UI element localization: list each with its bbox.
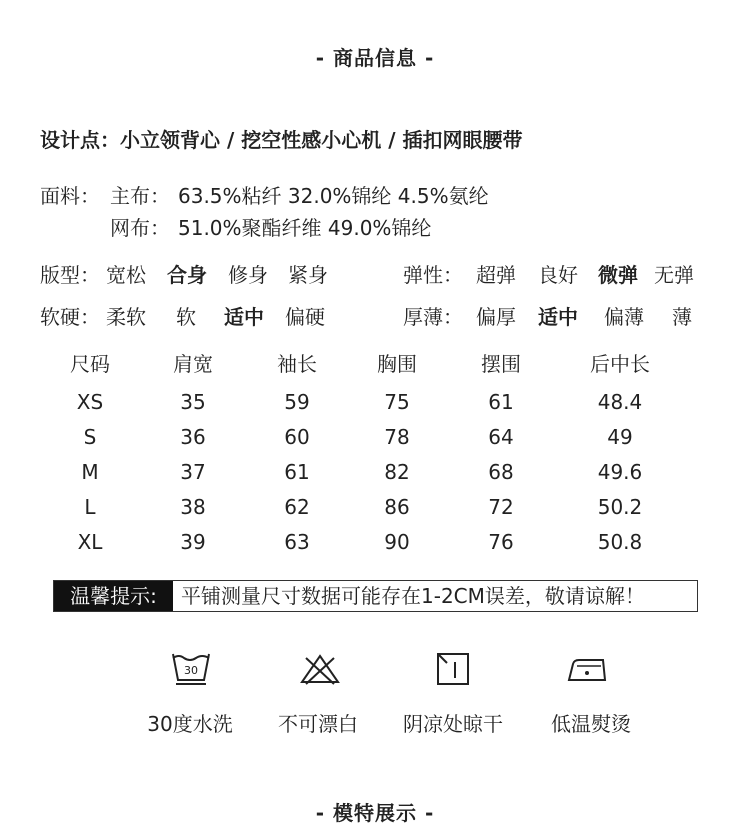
wash-30-icon: [169, 648, 213, 688]
table-row: [40, 390, 720, 425]
care-label-wash: 30度水洗: [147, 712, 233, 736]
size-table-header-cell: 胸围: [377, 352, 417, 376]
elasticity-option-selected: 微弹: [598, 263, 638, 287]
table-row: [40, 495, 720, 530]
table-cell: 49: [607, 425, 633, 449]
table-cell: 59: [284, 390, 310, 414]
table-cell: 39: [180, 530, 206, 554]
table-cell: 49.6: [597, 460, 643, 484]
shade-dry-icon: [431, 648, 475, 688]
softness-option: 柔软: [106, 305, 146, 329]
table-row: [40, 530, 720, 565]
table-cell: 68: [488, 460, 514, 484]
elasticity-option: 良好: [538, 263, 578, 287]
thickness-label: 厚薄：: [403, 305, 463, 329]
fit-option: 宽松: [106, 263, 146, 287]
care-label-no-bleach: 不可漂白: [278, 712, 358, 736]
low-iron-icon: [565, 650, 609, 690]
care-label-shade-dry: 阴凉处晾干: [403, 712, 503, 736]
softness-option: 软: [176, 305, 196, 329]
thickness-option: 偏厚: [476, 305, 516, 329]
table-row: [40, 425, 720, 460]
fabric-label: 面料：: [40, 184, 100, 208]
softness-label: 软硬：: [40, 305, 100, 329]
table-cell: 75: [384, 390, 410, 414]
table-cell: XL: [77, 530, 103, 554]
table-cell: 50.2: [597, 495, 643, 519]
fabric-main-value: 63.5%粘纤 32.0%锦纶 4.5%氨纶: [178, 184, 489, 208]
measurement-tip: [53, 580, 698, 612]
table-cell: 78: [384, 425, 410, 449]
table-cell: 72: [488, 495, 514, 519]
thickness-option-selected: 适中: [538, 305, 578, 329]
thickness-option: 薄: [672, 305, 692, 329]
table-cell: 35: [180, 390, 206, 414]
size-table-header-cell: 尺码: [70, 352, 110, 376]
tip-label: 温馨提示:: [54, 581, 173, 611]
fit-option: 紧身: [288, 263, 328, 287]
softness-option: 偏硬: [285, 305, 325, 329]
table-cell: M: [81, 460, 99, 484]
wash-temperature: 30: [184, 664, 198, 677]
table-cell: L: [84, 495, 96, 519]
table-cell: 36: [180, 425, 206, 449]
table-cell: 63: [284, 530, 310, 554]
table-row: [40, 460, 720, 495]
table-cell: 86: [384, 495, 410, 519]
fit-option: 修身: [228, 263, 268, 287]
size-table: [40, 348, 720, 565]
table-cell: 61: [284, 460, 310, 484]
table-cell: 82: [384, 460, 410, 484]
section-title-product-info: - 商品信息 -: [315, 46, 435, 70]
elasticity-option: 无弹: [654, 263, 694, 287]
table-cell: XS: [76, 390, 104, 414]
size-table-header-cell: 摆围: [481, 352, 521, 376]
fabric-mesh-label: 网布：: [110, 216, 170, 240]
elasticity-option: 超弹: [476, 263, 516, 287]
table-cell: 60: [284, 425, 310, 449]
fabric-main-label: 主布：: [110, 184, 170, 208]
table-cell: 48.4: [597, 390, 643, 414]
no-bleach-icon: [298, 650, 342, 690]
tip-text: 平铺测量尺寸数据可能存在1-2CM误差，敬请谅解！: [181, 584, 645, 608]
size-table-header-cell: 后中长: [590, 352, 650, 376]
section-title-model-showcase: - 模特展示 -: [315, 801, 435, 825]
fit-label: 版型：: [40, 263, 100, 287]
table-cell: 37: [180, 460, 206, 484]
fabric-mesh-value: 51.0%聚酯纤维 49.0%锦纶: [178, 216, 432, 240]
table-cell: 62: [284, 495, 310, 519]
table-cell: 61: [488, 390, 514, 414]
fit-option-selected: 合身: [167, 263, 207, 287]
table-cell: 90: [384, 530, 410, 554]
table-cell: S: [83, 425, 97, 449]
table-cell: 38: [180, 495, 206, 519]
care-label-low-iron: 低温熨烫: [551, 712, 631, 736]
thickness-option: 偏薄: [604, 305, 644, 329]
table-cell: 50.8: [597, 530, 643, 554]
softness-option-selected: 适中: [224, 305, 264, 329]
size-table-header: [40, 348, 720, 390]
design-points: 设计点：小立领背心 / 挖空性感小心机 / 插扣网眼腰带: [40, 128, 523, 152]
elasticity-label: 弹性：: [403, 263, 463, 287]
size-table-header-cell: 肩宽: [173, 352, 213, 376]
table-cell: 76: [488, 530, 514, 554]
table-cell: 64: [488, 425, 514, 449]
size-table-header-cell: 袖长: [277, 352, 317, 376]
